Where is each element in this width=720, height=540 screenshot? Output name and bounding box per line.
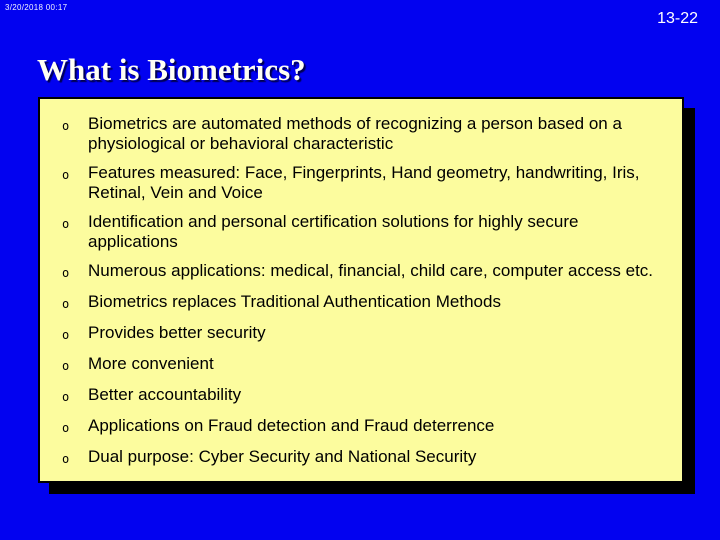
bullet-item-text: Biometrics are automated methods of recognizing a person based on a physiological or behavioral characteristic — [88, 114, 622, 153]
bullet-icon: o — [62, 421, 70, 435]
bullet-icon: o — [62, 359, 70, 373]
list-item — [62, 385, 672, 407]
bullet-item-text: Biometrics replaces Traditional Authentication Methods — [88, 292, 501, 311]
bullet-item-text: Identification and personal certification solutions for highly secure applications — [88, 212, 579, 251]
slide-title: What is Biometrics? — [37, 52, 306, 87]
list-item — [62, 354, 672, 376]
bullet-item-text: More convenient — [88, 354, 214, 373]
bullet-item-text: Provides better security — [88, 323, 266, 342]
bullet-item-text: Dual purpose: Cyber Security and National Security — [88, 447, 477, 466]
bullet-item-text: Numerous applications: medical, financial, child care, computer access etc. — [88, 261, 654, 280]
bullet-icon: o — [62, 168, 70, 182]
bullet-list — [40, 99, 682, 469]
bullet-item-text: Applications on Fraud detection and Fraud deterrence — [88, 416, 495, 435]
list-item — [62, 163, 672, 203]
content-box — [38, 97, 684, 483]
bullet-item-text: Better accountability — [88, 385, 242, 404]
list-item — [62, 114, 672, 154]
bullet-icon: o — [62, 217, 70, 231]
bullet-icon: o — [62, 119, 70, 133]
bullet-icon: o — [62, 328, 70, 342]
slide-page-number: 13-22 — [657, 10, 698, 27]
bullet-icon: o — [62, 297, 70, 311]
list-item — [62, 292, 672, 314]
bullet-icon: o — [62, 452, 70, 466]
list-item — [62, 447, 672, 469]
list-item — [62, 323, 672, 345]
list-item — [62, 261, 672, 283]
list-item — [62, 416, 672, 438]
bullet-icon: o — [62, 266, 70, 280]
bullet-item-text: Features measured: Face, Fingerprints, Hand geometry, handwriting, Iris, Retinal, Vein and Voice — [88, 163, 640, 202]
list-item — [62, 212, 672, 252]
bullet-icon: o — [62, 390, 70, 404]
slide-datetime: 3/20/2018 00:17 — [5, 3, 68, 12]
